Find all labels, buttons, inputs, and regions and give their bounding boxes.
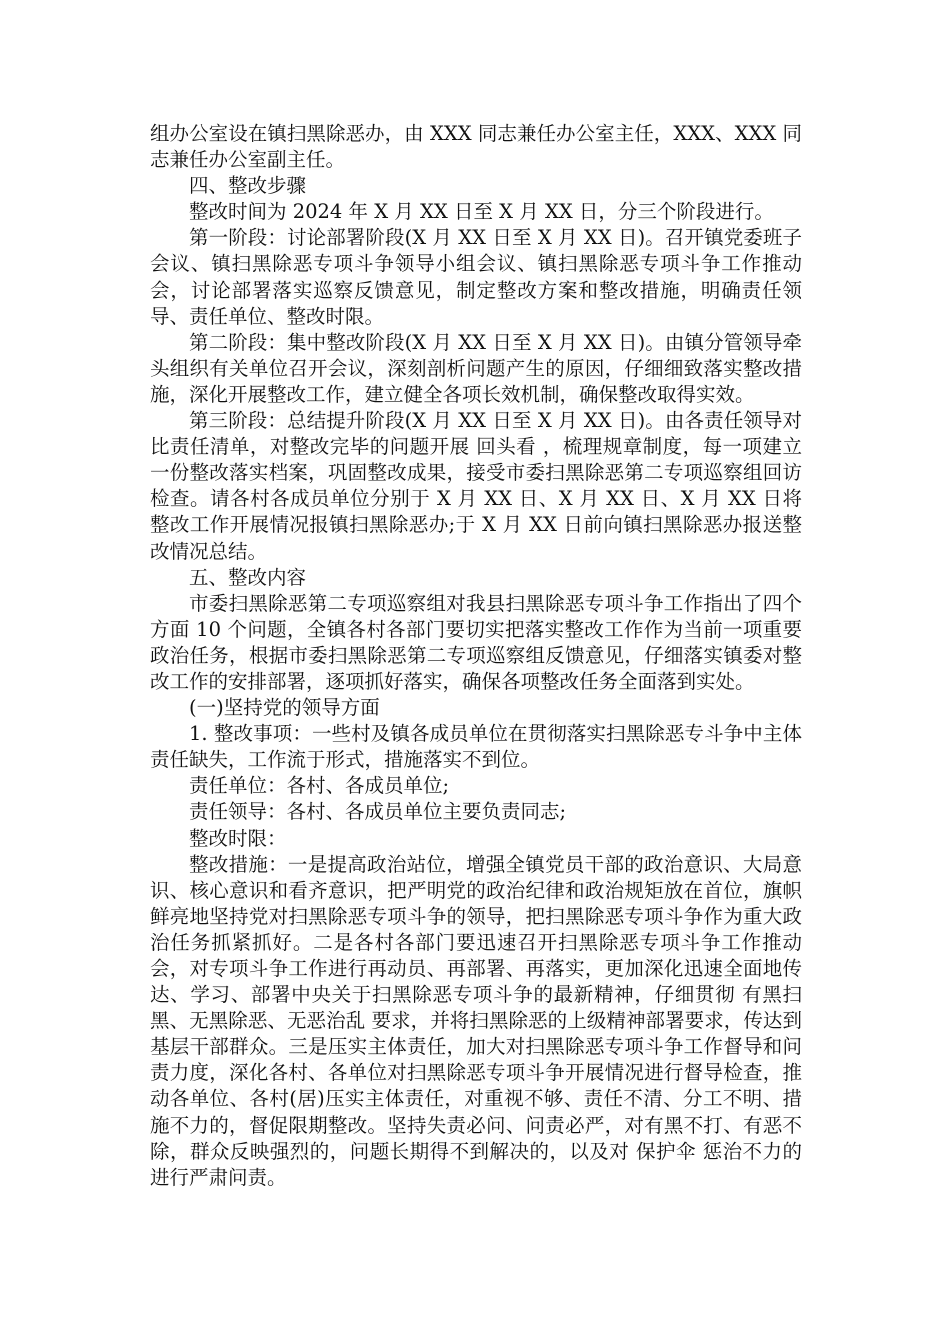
paragraph-deadline: 整改时限： [189, 826, 287, 850]
paragraph-stage-two: 第二阶段：集中整改阶段(X 月 XX 日至 X 月 XX 日)。由镇分管领导牵头组织有关单位召开会议，深刻剖析问题产生的原因，仔细细致落实整改措施，深化开展整改工作，建立健全各项长效机制，确保整改取得实效。 [150, 330, 802, 406]
paragraph-stage-three: 第三阶段：总结提升阶段(X 月 XX 日至 X 月 XX 日)。由各责任领导对比责任清单，对整改完毕的问题开展 回头看 ，梳理规章制度，每一项建立一份整改落实档案，巩固整改成果，接受市委扫黑除恶第二专项巡察组回访检查。请各村各成员单位分别于 X 月 XX 日、X 月 XX 日、X 月 XX 日将整改工作开展情况报镇扫黑除恶办;于 X 月 XX 日前向镇扫黑除恶办报送整改情况总结。 [150, 409, 802, 563]
paragraph-stage-one: 第一阶段：讨论部署阶段(X 月 XX 日至 X 月 XX 日)。召开镇党委班子会议、镇扫黑除恶专项斗争领导小组会议、镇扫黑除恶专项斗争工作推动会，讨论部署落实巡察反馈意见，制定整改方案和整改措施，明确责任领导、责任单位、整改时限。 [150, 226, 802, 328]
section-heading-steps: 四、整改步骤 [189, 174, 307, 198]
paragraph-measures: 整改措施：一是提高政治站位，增强全镇党员干部的政治意识、大局意识、核心意识和看齐意识，把严明党的政治纪律和政治规矩放在首位，旗帜鲜亮地坚持党对扫黑除恶专项斗争的领导，把扫黑除恶专项斗争作为重大政治任务抓紧抓好。二是各村各部门要迅速召开扫黑除恶专项斗争工作推动会，对专项斗争工作进行再动员、再部署、再落实，更加深化迅速全面地传达、学习、部署中央关于扫黑除恶专项斗争的最新精神，仔细贯彻 有黑扫黑、无黑除恶、无恶治乱 要求，并将扫黑除恶的上级精神部署要求，传达到基层干部群众。三是压实主体责任，加大对扫黑除恶专项斗争工作督导和问责力度，深化各村、各单位对扫黑除恶专项斗争开展情况进行督导检查，推动各单位、各村(居)压实主体责任，对重视不够、责任不清、分工不明、措施不力的，督促限期整改。坚持失责必问、问责必严，对有黑不打、有恶不除，群众反映强烈的，问题长期得不到解决的，以及对 保护伞 惩治不力的进行严肃问责。 [150, 852, 802, 1189]
paragraph-content-intro: 市委扫黑除恶第二专项巡察组对我县扫黑除恶专项斗争工作指出了四个方面 10 个问题，全镇各村各部门要切实把落实整改工作作为当前一项重要政治任务，根据市委扫黑除恶第二专项巡察组反馈意见，仔细落实镇委对整改工作的安排部署，逐项抓好落实，确保各项整改任务全面落到实处。 [150, 591, 802, 693]
paragraph-responsible-unit: 责任单位：各村、各成员单位; [189, 774, 450, 798]
paragraph-office-setup: 组办公室设在镇扫黑除恶办，由 XXX 同志兼任办公室主任，XXX、XXX 同志兼任办公室副主任。 [150, 122, 802, 172]
document-body [150, 121, 802, 1191]
paragraph-timeline: 整改时间为 2024 年 X 月 XX 日至 X 月 XX 日，分三个阶段进行。 [189, 200, 774, 224]
section-heading-content: 五、整改内容 [189, 565, 307, 589]
paragraph-responsible-leader: 责任领导：各村、各成员单位主要负责同志; [189, 800, 567, 824]
paragraph-item-one: 1. 整改事项：一些村及镇各成员单位在贯彻落实扫黑除恶专斗争中主体责任缺失，工作流于形式，措施落实不到位。 [150, 722, 802, 772]
subsection-heading-party-leadership: (一)坚持党的领导方面 [189, 696, 380, 720]
